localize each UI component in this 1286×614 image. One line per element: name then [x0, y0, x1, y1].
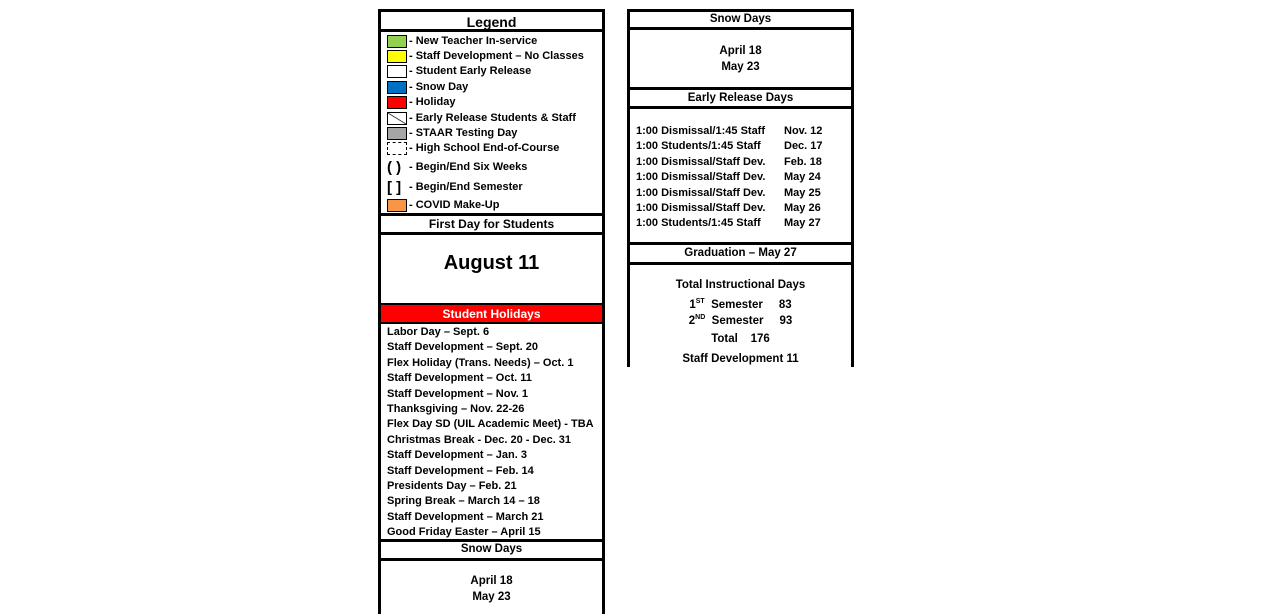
holiday-item: Staff Development – Feb. 14 [387, 464, 534, 477]
legend-item [387, 80, 468, 95]
early-release-date: Dec. 17 [784, 140, 823, 153]
legend-swatch [387, 35, 407, 48]
legend-item [387, 64, 531, 79]
holiday-item: Staff Development – Nov. 1 [387, 387, 528, 400]
legend-item [387, 49, 584, 64]
left-column [378, 9, 605, 614]
early-release-row [636, 124, 823, 139]
holiday-item: Flex Day SD (UIL Academic Meet) - TBA [387, 418, 594, 431]
snow-day: April 18 [719, 45, 762, 57]
early-release-label: 1:00 Dismissal/Staff Dev. [636, 155, 766, 168]
student-holidays-header [381, 303, 602, 324]
early-release-date: May 27 [784, 217, 821, 230]
snow-day: May 23 [721, 60, 760, 73]
legend-item [387, 126, 517, 141]
legend-swatch [387, 65, 407, 78]
early-release-date: May 26 [784, 202, 821, 214]
early-release-label: 1:00 Dismissal/Staff Dev. [636, 202, 766, 214]
legend-swatch [387, 50, 407, 63]
legend-swatch [387, 142, 407, 155]
first-day-date: August 11 [443, 252, 540, 274]
snow-day: May 23 [472, 590, 511, 603]
holiday-item: Presidents Day – Feb. 21 [387, 480, 517, 493]
holiday-item: Good Friday Easter – April 15 [387, 526, 541, 539]
semester-2-row: 2ND Semester 93 [688, 314, 793, 327]
early-release-date: May 25 [784, 186, 821, 199]
legend-item [387, 34, 537, 49]
legend-swatch [387, 96, 407, 109]
early-release-title: Early Release Days [687, 92, 794, 104]
snow-days-title-left: Snow Days [460, 543, 523, 555]
holiday-item: Spring Break – March 14 – 18 [387, 495, 540, 508]
legend-label: - Begin/End Six Weeks [409, 161, 528, 173]
legend-label: - STAAR Testing Day [409, 127, 518, 139]
legend-item [387, 180, 523, 195]
first-day-title: First Day for Students [428, 217, 555, 231]
early-release-row [636, 139, 823, 154]
snow-day: April 18 [470, 575, 513, 587]
semester-1-row: 1ST Semester 83 [689, 298, 792, 311]
legend-item [387, 198, 499, 213]
holiday-item: Staff Development – March 21 [387, 510, 544, 523]
holiday-item: Staff Development – Sept. 20 [387, 341, 538, 354]
legend-label: - Student Early Release [409, 65, 532, 77]
legend-swatch [387, 81, 407, 94]
legend-label: - Begin/End Semester [409, 181, 523, 193]
legend-label: - High School End-of-Course [409, 142, 560, 154]
holiday-item: Flex Holiday (Trans. Needs) – Oct. 1 [387, 356, 574, 369]
legend-label: - COVID Make-Up [409, 199, 500, 211]
early-release-label: 1:00 Dismissal/1:45 Staff [636, 125, 766, 137]
legend-label: - Early Release Students & Staff [409, 112, 576, 124]
early-release-row [636, 201, 821, 216]
holiday-item: Labor Day – Sept. 6 [387, 326, 490, 338]
staff-development-total: Staff Development 11 [682, 353, 799, 365]
snow-days-list-right [630, 44, 851, 75]
early-release-row [636, 216, 821, 231]
holiday-item: Thanksgiving – Nov. 22-26 [387, 403, 525, 416]
early-release-label: 1:00 Students/1:45 Staff [636, 140, 761, 153]
right-column [627, 9, 854, 367]
holiday-list [387, 325, 594, 541]
legend-symbol: ( ) [387, 159, 402, 176]
legend-item [387, 95, 455, 110]
graduation-title: Graduation – May 27 [684, 247, 797, 259]
legend-item [387, 111, 576, 126]
early-release-row [636, 186, 821, 201]
legend-swatch [387, 112, 407, 125]
legend-label: - Snow Day [409, 81, 469, 93]
holiday-item: Christmas Break - Dec. 20 - Dec. 31 [387, 433, 572, 446]
snow-days-title-right: Snow Days [709, 13, 772, 25]
early-release-row [636, 155, 822, 170]
legend-item [387, 160, 527, 175]
legend-symbol: [ ] [387, 179, 402, 196]
early-release-date: May 24 [784, 171, 821, 184]
legend-label: - New Teacher In-service [409, 35, 538, 47]
early-release-date: Nov. 12 [784, 125, 823, 137]
early-release-label: 1:00 Students/1:45 Staff [636, 217, 761, 230]
legend-label: - Holiday [409, 96, 456, 108]
instructional-title: Total Instructional Days [675, 279, 806, 291]
snow-days-list-left [381, 574, 602, 605]
legend-title: Legend [381, 12, 602, 32]
holiday-item: Staff Development – Oct. 11 [387, 372, 532, 385]
early-release-date: Feb. 18 [784, 155, 822, 168]
student-holidays-title: Student Holidays [442, 307, 541, 321]
legend-swatch [387, 199, 407, 212]
early-release-row [636, 170, 821, 185]
legend-item [387, 141, 559, 156]
early-release-label: 1:00 Dismissal/Staff Dev. [636, 171, 766, 184]
holiday-item: Staff Development – Jan. 3 [387, 449, 527, 462]
early-release-label: 1:00 Dismissal/Staff Dev. [636, 186, 766, 199]
legend-label: - Staff Development – No Classes [409, 50, 584, 62]
total-row: Total 176 [711, 333, 770, 345]
legend-swatch [387, 127, 407, 140]
